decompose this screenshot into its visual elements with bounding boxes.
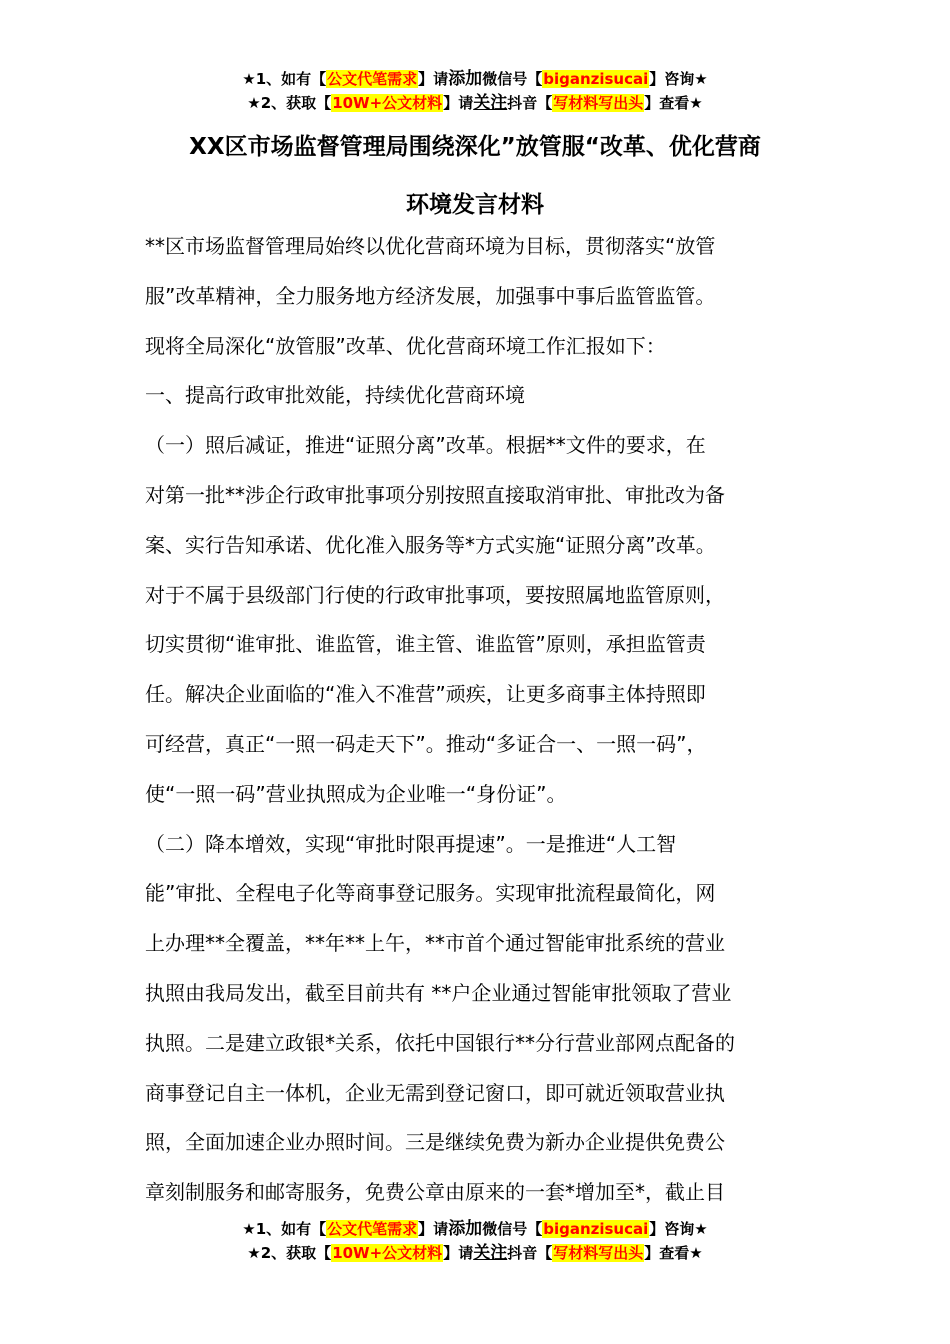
douyin-id: 写材料写出头 [553,1244,644,1262]
body-line: 任。解决企业面临的“准入不准营”顽疾，让更多商事主体持照即 [145,682,706,707]
body-line: 上办理**全覆盖，**年**上午，**市首个通过智能审批系统的营业 [145,931,725,956]
banner-text: 抖音【 [507,1244,553,1262]
body-line: 商事登记自主一体机，企业无需到登记窗口，即可就近领取营业执 [145,1080,725,1105]
section-heading: 一、提高行政审批效能，持续优化营商环境 [145,383,525,408]
body-line: （二）降本增效，实现“审批时限再提速”。一是推进“人工智 [145,831,677,856]
banner-text: 】请 [443,94,474,112]
body-line: 使“一照一码”营业执照成为企业唯一“身份证”。 [145,781,567,806]
banner-text: 微信号【 [482,70,543,88]
banner-text: 】查看★ [644,1244,703,1262]
banner-text: ★2、获取【 [247,94,332,112]
banner-line-2 [0,1241,950,1265]
banner-text: ★1、如有【 [242,70,327,88]
wechat-id: biganzisucai [543,1220,649,1238]
highlight-text: 10W+公文材料 [332,1244,443,1262]
banner-text: 】查看★ [644,94,703,112]
banner-text: 】请 [418,70,449,88]
banner-text: 】咨询★ [649,70,708,88]
banner-line-1 [0,67,950,91]
body-line: 服”改革精神，全力服务地方经济发展，加强事中事后监管监管。 [145,283,716,308]
body-line: 对第一批**涉企行政审批事项分别按照直接取消审批、审批改为备 [145,482,725,507]
emphasis-text: 添加 [448,69,483,89]
highlight-text: 10W+公文材料 [332,94,443,112]
wechat-id: biganzisucai [543,70,649,88]
highlight-text: 公文代笔需求 [327,70,418,88]
banner-text: ★1、如有【 [242,1220,327,1238]
title-line-1: XX区市场监督管理局围绕深化”放管服“改革、优化营商 [189,134,761,160]
banner-line-2 [0,91,950,115]
header-banner [0,67,950,115]
body-line: **区市场监督管理局始终以优化营商环境为目标，贯彻落实“放管 [145,234,716,258]
emphasis-text: 添加 [448,1219,483,1239]
banner-line-1 [0,1217,950,1241]
body-line: 执照由我局发出，截至目前共有 **户企业通过智能审批领取了营业 [145,980,732,1005]
banner-text: 】咨询★ [649,1220,708,1238]
banner-text: ★2、获取【 [247,1244,332,1262]
body-line: 能”审批、全程电子化等商事登记服务。实现审批流程最简化，网 [145,881,716,906]
title-line-2: 环境发言材料 [406,192,544,218]
body-line: 案、实行告知承诺、优化准入服务等*方式实施“证照分离”改革。 [145,532,716,557]
highlight-text: 公文代笔需求 [327,1220,418,1238]
body-line: 照，全面加速企业办照时间。三是继续免费为新办企业提供免费公 [145,1130,725,1155]
body-line: 章刻制服务和邮寄服务，免费公章由原来的一套*增加至*，截止目 [145,1180,725,1205]
body-line: 切实贯彻“谁审批、谁监管，谁主管、谁监管”原则，承担监管责 [145,632,706,657]
banner-text: 微信号【 [482,1220,543,1238]
emphasis-text: 关注 [473,1243,508,1263]
footer-banner [0,1217,950,1265]
banner-text: 】请 [418,1220,449,1238]
banner-text: 】请 [443,1244,474,1262]
document-title [0,118,950,234]
document-body [145,222,835,1218]
emphasis-text: 关注 [473,93,508,113]
body-line: 可经营，真正“一照一码走天下”。推动“多证合一、一照一码”， [145,731,707,756]
banner-text: 抖音【 [507,94,553,112]
body-line: （一）照后减证，推进“证照分离”改革。根据**文件的要求，在 [145,433,706,458]
douyin-id: 写材料写出头 [553,94,644,112]
body-line: 执照。二是建立政银*关系，依托中国银行**分行营业部网点配备的 [145,1030,735,1055]
body-line: 对于不属于县级部门行使的行政审批事项，要按照属地监管原则， [145,582,725,607]
body-line: 现将全局深化“放管服”改革、优化营商环境工作汇报如下： [145,333,666,358]
